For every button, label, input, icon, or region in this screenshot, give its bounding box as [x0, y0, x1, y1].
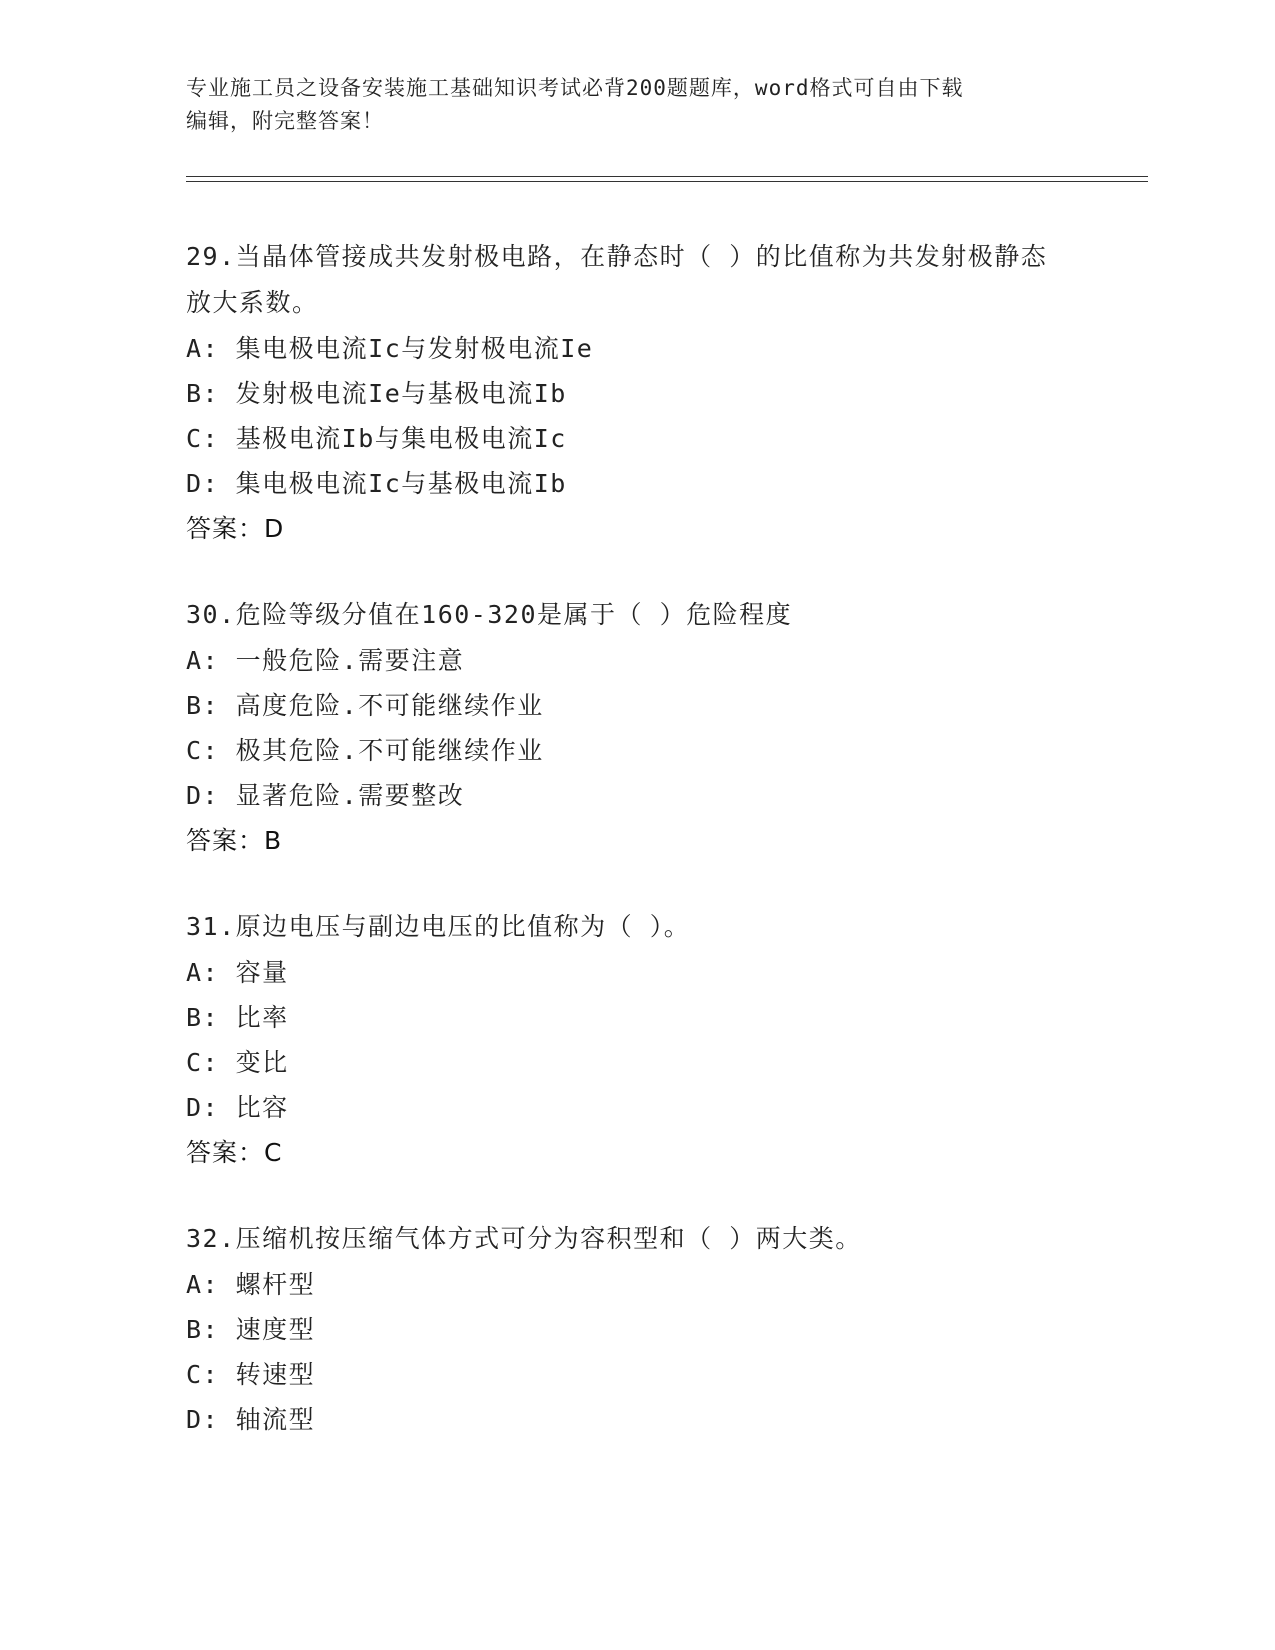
option-d: D: 显著危险.需要整改: [186, 781, 465, 810]
document-header: [186, 72, 1066, 138]
answer-line: 答案：B: [186, 826, 283, 855]
option-b: B: 比率: [186, 1003, 289, 1032]
option-c: C: 转速型: [186, 1360, 316, 1389]
question-32: [186, 1216, 1086, 1442]
question-stem: 30.危险等级分值在160-320是属于（ ）危险程度: [186, 600, 793, 629]
option-a: A: 螺杆型: [186, 1270, 316, 1299]
question-stem: 29.当晶体管接成共发射极电路，在静态时（ ）的比值称为共发射极静态放大系数。: [186, 242, 1048, 317]
question-stem: 32.压缩机按压缩气体方式可分为容积型和（ ）两大类。: [186, 1224, 862, 1253]
option-c: C: 变比: [186, 1048, 289, 1077]
answer-line: 答案：C: [186, 1138, 283, 1167]
header-line-1: 专业施工员之设备安装施工基础知识考试必背200题题库，word格式可自由下载: [186, 76, 964, 100]
option-c: C: 基极电流Ib与集电极电流Ic: [186, 424, 567, 453]
header-divider-top: [186, 176, 1148, 177]
option-a: A: 集电极电流Ic与发射极电流Ie: [186, 334, 594, 363]
header-line-2: 编辑，附完整答案！: [186, 109, 384, 133]
option-a: A: 一般危险.需要注意: [186, 646, 465, 675]
option-d: D: 轴流型: [186, 1405, 316, 1434]
option-b: B: 发射极电流Ie与基极电流Ib: [186, 379, 567, 408]
answer-line: 答案：D: [186, 514, 285, 543]
option-b: B: 速度型: [186, 1315, 316, 1344]
option-b: B: 高度危险.不可能继续作业: [186, 691, 544, 720]
question-30: [186, 592, 1086, 863]
option-d: D: 比容: [186, 1093, 289, 1122]
question-stem: 31.原边电压与副边电压的比值称为（ ）。: [186, 912, 691, 941]
header-divider-bottom: [186, 181, 1148, 182]
question-31: [186, 904, 1086, 1175]
option-a: A: 容量: [186, 958, 289, 987]
question-29: [186, 234, 1086, 551]
option-d: D: 集电极电流Ic与基极电流Ib: [186, 469, 567, 498]
question-list: [186, 234, 1086, 1483]
option-c: C: 极其危险.不可能继续作业: [186, 736, 544, 765]
